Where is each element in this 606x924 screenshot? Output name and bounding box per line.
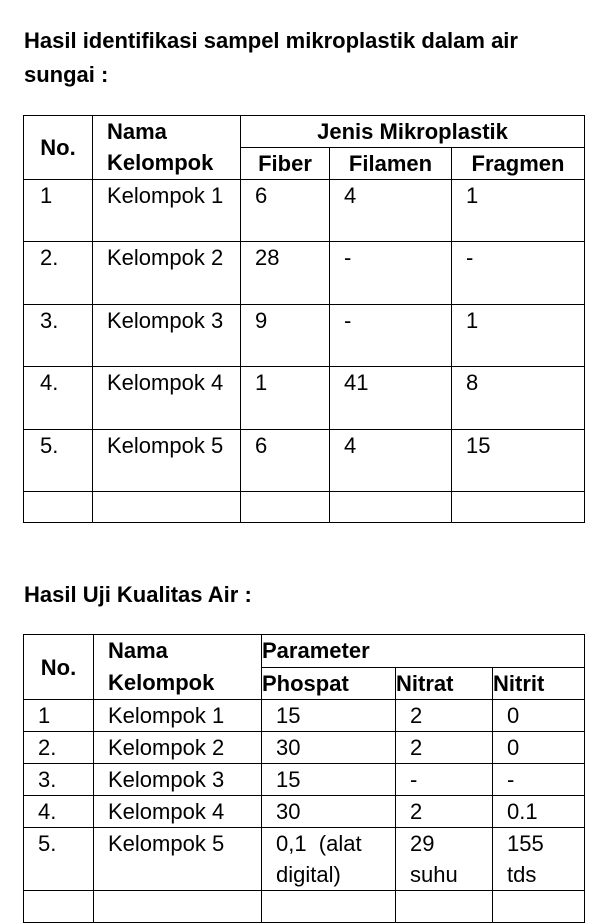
- cell-no: 1: [24, 180, 93, 242]
- cell-nitrit: 155 tds: [493, 828, 585, 891]
- table-row: [24, 180, 585, 242]
- table-row: [24, 764, 585, 796]
- section-title-water-quality: Hasil Uji Kualitas Air :: [24, 582, 252, 607]
- header-nitrat: Nitrat: [396, 667, 493, 700]
- cell-fragmen: 1: [452, 305, 585, 367]
- cell-nitrat: 2: [396, 796, 493, 828]
- microplastic-table: [23, 115, 585, 523]
- header-group: Nama Kelompok: [94, 635, 262, 700]
- cell-group: Kelompok 2: [94, 732, 262, 764]
- cell-no: 3.: [24, 305, 93, 367]
- header-filamen: Filamen: [330, 148, 452, 180]
- cell-fiber: 28: [241, 242, 330, 305]
- table-row: [24, 828, 585, 891]
- cell-fragmen: 8: [452, 367, 585, 430]
- cell-group: Kelompok 1: [93, 180, 241, 242]
- header-nitrit: Nitrit: [493, 667, 585, 700]
- cell-nitrat: -: [396, 764, 493, 796]
- cell-group: Kelompok 5: [94, 828, 262, 891]
- cell-group: Kelompok 3: [94, 764, 262, 796]
- cell-group: Kelompok 3: [93, 305, 241, 367]
- cell-nitrit: 0: [493, 732, 585, 764]
- cell-fiber: 6: [241, 180, 330, 242]
- cell-filamen: -: [330, 305, 452, 367]
- cell-fiber: 6: [241, 430, 330, 492]
- cell-group: Kelompok 2: [93, 242, 241, 305]
- cell-filamen: 4: [330, 430, 452, 492]
- table-row: [24, 305, 585, 367]
- table-row: [24, 242, 585, 305]
- header-parameter: Parameter: [262, 635, 585, 668]
- cell-nitrit: 0: [493, 700, 585, 732]
- cell-phospat: 0,1 (alat digital): [262, 828, 396, 891]
- cell-filamen: -: [330, 242, 452, 305]
- table-row-empty: [24, 492, 585, 523]
- header-type: Jenis Mikroplastik: [241, 116, 585, 148]
- cell-group: Kelompok 5: [93, 430, 241, 492]
- header-fiber: Fiber: [241, 148, 330, 180]
- table-row: [24, 430, 585, 492]
- cell-phospat: 15: [262, 700, 396, 732]
- header-fragmen: Fragmen: [452, 148, 585, 180]
- cell-nitrat: 29 suhu: [396, 828, 493, 891]
- table-row: [24, 367, 585, 430]
- cell-nitrat: 2: [396, 732, 493, 764]
- cell-no: 1: [24, 700, 94, 732]
- section-title-microplastic: Hasil identifikasi sampel mikroplastik dalam air sungai :: [24, 28, 518, 87]
- cell-phospat: 30: [262, 732, 396, 764]
- header-group: Nama Kelompok: [93, 116, 241, 180]
- cell-no: 2.: [24, 242, 93, 305]
- header-no: No.: [24, 635, 94, 700]
- cell-group: Kelompok 1: [94, 700, 262, 732]
- cell-phospat: 15: [262, 764, 396, 796]
- cell-no: 5.: [24, 828, 94, 891]
- cell-no: 2.: [24, 732, 94, 764]
- cell-nitrit: -: [493, 764, 585, 796]
- cell-fragmen: -: [452, 242, 585, 305]
- cell-filamen: 4: [330, 180, 452, 242]
- cell-fiber: 9: [241, 305, 330, 367]
- header-phospat: Phospat: [262, 667, 396, 700]
- table-row: [24, 732, 585, 764]
- table-row: [24, 700, 585, 732]
- table-row: [24, 796, 585, 828]
- cell-group: Kelompok 4: [94, 796, 262, 828]
- cell-filamen: 41: [330, 367, 452, 430]
- cell-fiber: 1: [241, 367, 330, 430]
- cell-no: 4.: [24, 367, 93, 430]
- cell-group: Kelompok 4: [93, 367, 241, 430]
- cell-phospat: 30: [262, 796, 396, 828]
- cell-nitrat: 2: [396, 700, 493, 732]
- cell-fragmen: 15: [452, 430, 585, 492]
- water-quality-table: [23, 634, 585, 923]
- cell-nitrit: 0.1: [493, 796, 585, 828]
- cell-no: 5.: [24, 430, 93, 492]
- header-no: No.: [24, 116, 93, 180]
- table-row-empty: [24, 891, 585, 923]
- cell-no: 4.: [24, 796, 94, 828]
- cell-no: 3.: [24, 764, 94, 796]
- cell-fragmen: 1: [452, 180, 585, 242]
